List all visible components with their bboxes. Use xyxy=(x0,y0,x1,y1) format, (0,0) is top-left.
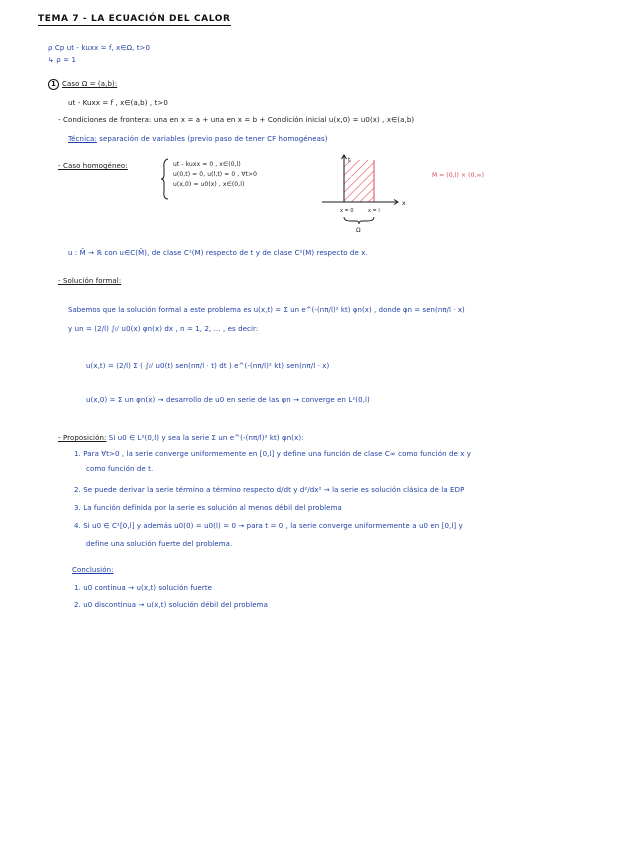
case-number: 1 xyxy=(48,79,59,90)
tick-x0: x = 0 xyxy=(340,208,354,214)
omega-label: Ω xyxy=(356,227,361,234)
formal-solution-line2: y un = (2/l) ∫₀ˡ u0(x) φn(x) dx , n = 1, 2, ... , es decir: xyxy=(68,325,259,333)
proposition-item-3: 3. La función definida por la serie es solución al menos débil del problema xyxy=(74,504,342,512)
boundary-conditions: - Condiciones de frontera: una en x = a + una en x = b + Condición inicial u(x,0) = u0(x) , x∈(a,b) xyxy=(58,116,415,124)
axis-x-label: x xyxy=(402,200,406,207)
technique-text: separación de variables (previo paso de tener CF homogéneas) xyxy=(99,135,328,143)
proposition-item-2: 2. Se puede derivar la serie término a término respecto d/dt y d²/dx² → la serie es solución clásica de la EDP xyxy=(74,486,465,494)
formal-solution-line1: Sabemos que la solución formal a este problema es u(x,t) = Σ un e^(-(nπ/l)² kt) φn(x) , donde φn = sen(nπ/l · x) xyxy=(68,306,465,314)
proposition-intro: Si u0 ∈ L²(0,l) y sea la serie Σ un e^(-(nπ/l)² kt) φn(x): xyxy=(108,434,304,442)
domain-diagram xyxy=(318,150,412,235)
case-heading xyxy=(48,79,117,90)
page-title: TEMA 7 - LA ECUACIÓN DEL CALOR xyxy=(38,14,231,24)
technique xyxy=(68,135,328,143)
conclusion-label: Conclusión: xyxy=(72,566,114,574)
system-brace xyxy=(160,158,170,200)
proposition-heading xyxy=(58,434,304,442)
system-bc: u(0,t) = 0, u(l,t) = 0 , ∀t>0 xyxy=(173,171,258,178)
proposition-item-4: 4. Si u0 ∈ C¹[0,l] y además u0(0) = u0(l) = 0 → para t = 0 , la serie converge uniformemente a u0 en [0,l] y xyxy=(74,522,463,530)
region-definition: M = (0,l) × (0,∞) xyxy=(432,172,485,179)
formal-solution-eq1: u(x,t) = (2/l) Σ ( ∫₀ˡ u0(t) sen(nπ/l · t) dt ) e^(-(nπ/l)² kt) sen(nπ/l · x) xyxy=(86,362,330,370)
omega-brace xyxy=(344,217,374,224)
intro-rho: ↳ ρ = 1 xyxy=(48,56,77,64)
proposition-item-1-cont: como función de t. xyxy=(86,465,154,473)
formal-solution-label: - Solución formal: xyxy=(58,277,122,285)
case-equation: ut - Kuxx = f , x∈(a,b) , t>0 xyxy=(68,99,168,107)
tick-xl: x = l xyxy=(368,208,380,214)
axis-t-label: t xyxy=(348,157,351,164)
regularity-statement: u : M̄ → ℝ con u∈C(M̄), de clase C¹(M) respecto de t y de clase C²(M) respecto de x. xyxy=(68,249,368,257)
proposition-item-1: 1. Para ∀t>0 , la serie converge uniformemente en [0,l] y define una función de clase C∞ como función de x y xyxy=(74,450,472,458)
homogeneous-label: - Caso homogéneo: xyxy=(58,162,128,170)
proposition-label: - Proposición: xyxy=(58,434,107,442)
system-ic: u(x,0) = u0(x) , x∈(0,l) xyxy=(173,181,245,188)
system-pde: ut - kuxx = 0 , x∈(0,l) xyxy=(173,161,241,168)
conclusion-item-2: 2. u0 discontinua → u(x,t) solución débil del problema xyxy=(74,601,268,609)
technique-label: Técnica: xyxy=(68,135,97,143)
region-name: M xyxy=(350,176,356,183)
intro-equation: ρ Cp ut - kuxx = f, x∈Ω, t>0 xyxy=(48,44,151,52)
conclusion-item-1: 1. u0 continua → u(x,t) solución fuerte xyxy=(74,584,213,592)
case-label: Caso Ω = (a,b): xyxy=(62,80,118,88)
region-hatch xyxy=(344,160,374,202)
proposition-item-4-cont: define una solución fuerte del problema. xyxy=(86,540,233,548)
formal-solution-eq2: u(x,0) = Σ un φn(x) → desarrollo de u0 en serie de las φn → converge en L²(0,l) xyxy=(86,396,370,404)
